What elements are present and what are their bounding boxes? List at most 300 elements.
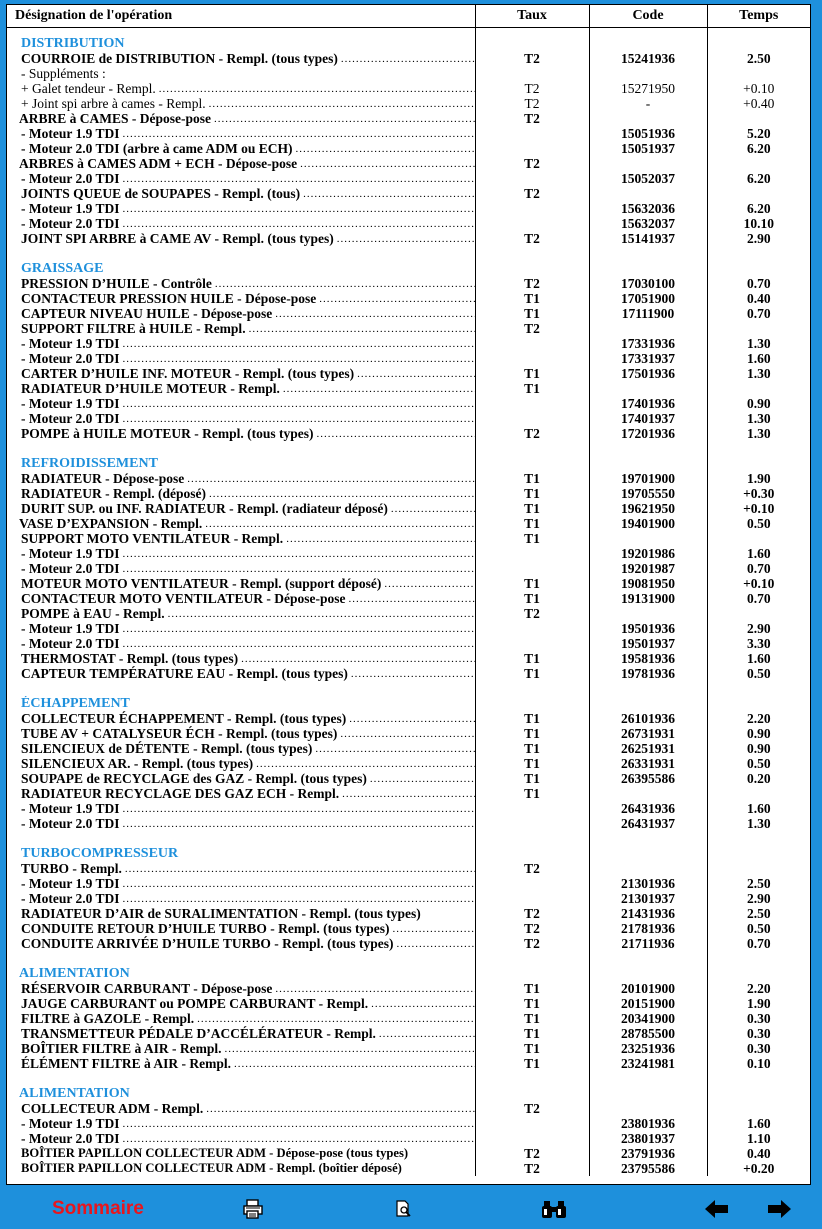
table-row [7, 666, 810, 681]
code-cell: 19701900 [589, 471, 707, 486]
designation-wrap [21, 891, 475, 906]
spacer-cell [589, 441, 707, 456]
designation-cell [7, 1161, 475, 1176]
table-row [7, 1041, 810, 1056]
leader-dots [123, 173, 475, 186]
table-row [7, 66, 810, 81]
code-cell: 19201986 [589, 546, 707, 561]
table-row [7, 561, 810, 576]
designation-wrap [21, 996, 475, 1011]
leader-dots [209, 488, 475, 501]
leader-dots [342, 788, 474, 801]
spacer-cell [7, 246, 475, 261]
table-row [7, 81, 810, 96]
taux-cell: T2 [475, 81, 589, 96]
designation-text: - Moteur 2.0 TDI [21, 1131, 120, 1146]
temps-cell [707, 66, 810, 81]
designation-wrap [21, 1131, 475, 1146]
taux-cell [475, 336, 589, 351]
taux-cell: T2 [475, 51, 589, 66]
spacer-cell [707, 681, 810, 696]
designation-text: - Moteur 1.9 TDI [21, 876, 120, 891]
taux-cell: T1 [475, 366, 589, 381]
leader-dots [275, 983, 474, 996]
code-cell: 19705550 [589, 486, 707, 501]
designation-wrap [21, 396, 475, 411]
leader-dots [187, 473, 474, 486]
code-cell [589, 36, 707, 51]
code-cell: 23251936 [589, 1041, 707, 1056]
spacer-cell [475, 831, 589, 846]
designation-text: RADIATEUR D’AIR de SURALIMENTATION - Rempl. (tous types) [21, 906, 421, 921]
temps-cell [707, 321, 810, 336]
code-cell: 20151900 [589, 996, 707, 1011]
temps-cell: 0.50 [707, 516, 810, 531]
taux-cell [475, 891, 589, 906]
temps-cell: 0.50 [707, 756, 810, 771]
designation-cell [7, 471, 475, 486]
designation-cell [7, 381, 475, 396]
table-row [7, 801, 810, 816]
taux-cell: T2 [475, 861, 589, 876]
designation-wrap [21, 726, 475, 741]
designation-wrap [21, 786, 475, 801]
taux-cell [475, 126, 589, 141]
designation-text: JAUGE CARBURANT ou POMPE CARBURANT - Rempl. [21, 996, 369, 1011]
leader-dots [123, 353, 475, 366]
temps-cell: 0.10 [707, 1056, 810, 1071]
designation-cell [7, 1026, 475, 1041]
temps-cell: 0.50 [707, 666, 810, 681]
section-title: ALIMENTATION [7, 966, 475, 981]
code-cell: 17501936 [589, 366, 707, 381]
spacer-cell [7, 681, 475, 696]
designation-cell [7, 126, 475, 141]
temps-cell: 10.10 [707, 216, 810, 231]
designation-cell [7, 756, 475, 771]
table-header-row [7, 5, 810, 28]
code-cell: 15051936 [589, 126, 707, 141]
designation-cell [7, 351, 475, 366]
leader-dots [384, 578, 474, 591]
taux-cell: T2 [475, 96, 589, 111]
leader-dots [123, 398, 475, 411]
designation-cell [7, 426, 475, 441]
temps-cell: +0.10 [707, 576, 810, 591]
designation-wrap [21, 486, 475, 501]
temps-cell: 2.20 [707, 711, 810, 726]
designation-wrap [21, 81, 475, 96]
designation-wrap [21, 1161, 475, 1176]
code-cell: 17331937 [589, 351, 707, 366]
temps-cell: 0.70 [707, 591, 810, 606]
spacer-cell [589, 681, 707, 696]
temps-cell: 2.50 [707, 51, 810, 66]
code-cell: 21301937 [589, 891, 707, 906]
designation-cell [7, 66, 475, 81]
taux-cell [475, 696, 589, 711]
designation-text: ARBRE à CAMES - Dépose-pose [19, 111, 211, 126]
code-cell: 17201936 [589, 426, 707, 441]
leader-dots [337, 233, 475, 246]
designation-cell [7, 411, 475, 426]
taux-cell [475, 561, 589, 576]
designation-wrap [21, 291, 475, 306]
taux-cell: T1 [475, 501, 589, 516]
taux-cell: T1 [475, 471, 589, 486]
table-row [7, 396, 810, 411]
leader-dots [123, 563, 475, 576]
taux-cell: T2 [475, 606, 589, 621]
section-heading-row [7, 696, 810, 711]
temps-cell: 0.90 [707, 396, 810, 411]
designation-text: SILENCIEUX de DÉTENTE - Rempl. (tous types) [21, 741, 313, 756]
code-cell: 17111900 [589, 306, 707, 321]
code-cell: 19081950 [589, 576, 707, 591]
spacer-cell [7, 441, 475, 456]
section-heading-row [7, 456, 810, 471]
taux-cell: T2 [475, 1161, 589, 1176]
binoculars-icon[interactable] [540, 1197, 568, 1221]
designation-wrap [21, 66, 475, 81]
temps-cell: 6.20 [707, 141, 810, 156]
table-row [7, 486, 810, 501]
leader-dots [159, 83, 475, 96]
taux-cell: T2 [475, 1101, 589, 1116]
spacer-cell [707, 1071, 810, 1086]
code-cell: 17051900 [589, 291, 707, 306]
leader-dots [319, 293, 474, 306]
spacer-cell [707, 246, 810, 261]
designation-text: CAPTEUR NIVEAU HUILE - Dépose-pose [21, 306, 273, 321]
code-cell: 21301936 [589, 876, 707, 891]
taux-cell: T1 [475, 576, 589, 591]
leader-dots [214, 113, 475, 126]
taux-cell [475, 201, 589, 216]
taux-cell: T1 [475, 996, 589, 1011]
taux-cell [475, 1086, 589, 1101]
table-row [7, 111, 810, 126]
table-row [7, 981, 810, 996]
code-cell [589, 861, 707, 876]
designation-text: BOÎTIER PAPILLON COLLECTEUR ADM - Rempl. (boîtier déposé) [21, 1161, 402, 1175]
temps-cell: 1.30 [707, 411, 810, 426]
designation-wrap [21, 981, 475, 996]
designation-wrap [21, 741, 475, 756]
designation-text: BOÎTIER PAPILLON COLLECTEUR ADM - Dépose-pose (tous types) [21, 1146, 409, 1160]
taux-cell: T1 [475, 531, 589, 546]
designation-wrap [21, 351, 475, 366]
designation-text: RÉSERVOIR CARBURANT - Dépose-pose [21, 981, 273, 996]
section-heading-row [7, 261, 810, 276]
header-temps: Temps [707, 5, 810, 28]
table-row [7, 636, 810, 651]
designation-text: COLLECTEUR ÉCHAPPEMENT - Rempl. (tous types) [21, 711, 347, 726]
designation-wrap [21, 321, 475, 336]
taux-cell: T2 [475, 186, 589, 201]
designation-cell [7, 486, 475, 501]
taux-cell [475, 1131, 589, 1146]
code-cell: 19501936 [589, 621, 707, 636]
code-cell: 26731931 [589, 726, 707, 741]
page-search-icon[interactable] [392, 1197, 416, 1221]
taux-cell: T2 [475, 276, 589, 291]
table-row [7, 726, 810, 741]
table-row [7, 591, 810, 606]
arrow-left-icon[interactable] [704, 1197, 730, 1221]
leader-dots [315, 743, 474, 756]
designation-wrap [21, 1011, 475, 1026]
designation-wrap [21, 186, 475, 201]
table-row [7, 891, 810, 906]
designation-cell [7, 171, 475, 186]
leader-dots [275, 308, 474, 321]
leader-dots [393, 923, 475, 936]
designation-cell [7, 216, 475, 231]
leader-dots [125, 863, 475, 876]
temps-cell: 0.70 [707, 306, 810, 321]
spacer-cell [475, 441, 589, 456]
spacer-cell [7, 831, 475, 846]
designation-text: RADIATEUR RECYCLAGE DES GAZ ECH - Rempl. [21, 786, 340, 801]
taux-cell: T1 [475, 591, 589, 606]
designation-cell [7, 861, 475, 876]
temps-cell [707, 186, 810, 201]
code-cell: 23791936 [589, 1146, 707, 1161]
temps-cell: +0.20 [707, 1161, 810, 1176]
table-row [7, 816, 810, 831]
code-cell: 19621950 [589, 501, 707, 516]
designation-cell [7, 531, 475, 546]
spacer-cell [475, 246, 589, 261]
leader-dots [349, 593, 475, 606]
designation-text: CONTACTEUR PRESSION HUILE - Dépose-pose [21, 291, 317, 306]
temps-cell: 0.20 [707, 771, 810, 786]
code-cell [589, 381, 707, 396]
spacer-cell [475, 951, 589, 966]
table-row [7, 51, 810, 66]
leader-dots [371, 998, 474, 1011]
spacer-row [7, 441, 810, 456]
designation-wrap [21, 336, 475, 351]
temps-cell: 1.30 [707, 336, 810, 351]
designation-cell [7, 336, 475, 351]
taux-cell [475, 216, 589, 231]
code-cell: 21431936 [589, 906, 707, 921]
designation-text: SOUPAPE de RECYCLAGE des GAZ - Rempl. (tous types) [21, 771, 367, 786]
temps-cell: 1.90 [707, 471, 810, 486]
leader-dots [123, 338, 475, 351]
designation-cell [7, 921, 475, 936]
temps-cell: 2.90 [707, 621, 810, 636]
table-row [7, 906, 810, 921]
designation-text: - Moteur 1.9 TDI [21, 546, 120, 561]
sommaire-button[interactable]: Sommaire [52, 1198, 144, 1219]
code-cell: 17030100 [589, 276, 707, 291]
designation-cell [7, 606, 475, 621]
temps-cell [707, 381, 810, 396]
taux-cell [475, 66, 589, 81]
temps-cell [707, 111, 810, 126]
designation-text: MOTEUR MOTO VENTILATEUR - Rempl. (support déposé) [21, 576, 382, 591]
code-cell: 19131900 [589, 591, 707, 606]
designation-text: CONDUITE ARRIVÉE D’HUILE TURBO - Rempl. (tous types) [21, 936, 394, 951]
code-cell: 15632036 [589, 201, 707, 216]
designation-cell [7, 81, 475, 96]
leader-dots [397, 938, 475, 951]
spacer-cell [589, 951, 707, 966]
code-cell: 15632037 [589, 216, 707, 231]
table-row [7, 381, 810, 396]
leader-dots [241, 653, 474, 666]
taux-cell: T1 [475, 666, 589, 681]
designation-text: - Moteur 1.9 TDI [21, 126, 120, 141]
header-code: Code [589, 5, 707, 28]
designation-wrap [21, 276, 475, 291]
designation-cell [7, 1116, 475, 1131]
code-cell: 15141937 [589, 231, 707, 246]
taux-cell: T1 [475, 306, 589, 321]
code-cell: 28785500 [589, 1026, 707, 1041]
spacer-row [7, 681, 810, 696]
designation-cell [7, 231, 475, 246]
temps-cell: 1.60 [707, 351, 810, 366]
code-cell: 15051937 [589, 141, 707, 156]
designation-text: JOINT SPI ARBRE à CAME AV - Rempl. (tous types) [21, 231, 334, 246]
code-cell: 19501937 [589, 636, 707, 651]
code-cell: 15271950 [589, 81, 707, 96]
code-cell: 19401900 [589, 516, 707, 531]
designation-cell [7, 816, 475, 831]
taux-cell: T1 [475, 981, 589, 996]
code-cell: 23801936 [589, 1116, 707, 1131]
designation-cell [7, 801, 475, 816]
table-row [7, 606, 810, 621]
designation-text: RADIATEUR - Rempl. (déposé) [21, 486, 206, 501]
taux-cell: T2 [475, 936, 589, 951]
leader-dots [249, 323, 475, 336]
spacer-cell [589, 831, 707, 846]
designation-text: VASE D’EXPANSION - Rempl. [19, 516, 203, 531]
table-row [7, 786, 810, 801]
designation-text: COURROIE de DISTRIBUTION - Rempl. (tous types) [21, 51, 338, 66]
table-row [7, 576, 810, 591]
designation-wrap [21, 666, 475, 681]
taux-cell: T2 [475, 426, 589, 441]
designation-cell [7, 936, 475, 951]
designation-text: - Moteur 1.9 TDI [21, 201, 120, 216]
spacer-row [7, 1071, 810, 1086]
taux-cell: T2 [475, 921, 589, 936]
code-cell: 26251931 [589, 741, 707, 756]
designation-wrap [21, 141, 475, 156]
designation-text: - Moteur 1.9 TDI [21, 336, 120, 351]
designation-wrap [21, 756, 475, 771]
code-cell [589, 966, 707, 981]
taux-cell: T1 [475, 516, 589, 531]
taux-cell [475, 966, 589, 981]
temps-cell [707, 786, 810, 801]
arrow-right-icon[interactable] [766, 1197, 792, 1221]
code-cell [589, 66, 707, 81]
designation-cell [7, 201, 475, 216]
designation-cell [7, 621, 475, 636]
designation-cell [7, 561, 475, 576]
table-row [7, 291, 810, 306]
temps-cell: 0.90 [707, 726, 810, 741]
printer-icon[interactable] [240, 1197, 266, 1221]
code-cell: 26395586 [589, 771, 707, 786]
operations-sheet [6, 4, 811, 1185]
designation-wrap [21, 1101, 475, 1116]
taux-cell [475, 171, 589, 186]
leader-dots [283, 383, 475, 396]
temps-cell [707, 261, 810, 276]
designation-wrap [21, 606, 475, 621]
temps-cell [707, 1086, 810, 1101]
designation-text: JOINTS QUEUE de SOUPAPES - Rempl. (tous) [21, 186, 301, 201]
designation-wrap [21, 816, 475, 831]
leader-dots [206, 1103, 474, 1116]
taux-cell: T1 [475, 771, 589, 786]
spacer-cell [475, 1071, 589, 1086]
section-title: REFROIDISSEMENT [7, 456, 475, 471]
designation-wrap [21, 126, 475, 141]
designation-wrap [21, 531, 475, 546]
temps-cell: +0.30 [707, 486, 810, 501]
taux-cell [475, 816, 589, 831]
designation-cell [7, 156, 475, 171]
code-cell: 15241936 [589, 51, 707, 66]
designation-wrap [21, 1056, 475, 1071]
designation-text: SUPPORT MOTO VENTILATEUR - Rempl. [21, 531, 284, 546]
designation-cell [7, 1041, 475, 1056]
designation-wrap [21, 1116, 475, 1131]
designation-text: RADIATEUR - Dépose-pose [21, 471, 185, 486]
table-row [7, 471, 810, 486]
code-cell [589, 1086, 707, 1101]
table-row [7, 936, 810, 951]
table-row [7, 1146, 810, 1161]
code-cell: 17331936 [589, 336, 707, 351]
spacer-row [7, 831, 810, 846]
table-row [7, 876, 810, 891]
designation-cell [7, 666, 475, 681]
table-row [7, 1161, 810, 1176]
table-row [7, 711, 810, 726]
code-cell: 26431937 [589, 816, 707, 831]
taux-cell [475, 261, 589, 276]
temps-cell: 1.60 [707, 801, 810, 816]
temps-cell [707, 966, 810, 981]
header-taux: Taux [475, 5, 589, 28]
leader-dots [215, 278, 475, 291]
designation-text: CONDUITE RETOUR D’HUILE TURBO - Rempl. (tous types) [21, 921, 390, 936]
temps-cell: 0.40 [707, 291, 810, 306]
leader-dots [300, 158, 474, 171]
taux-cell: T1 [475, 1041, 589, 1056]
code-cell: 19581936 [589, 651, 707, 666]
leader-dots [205, 518, 474, 531]
designation-cell [7, 741, 475, 756]
code-cell [589, 606, 707, 621]
spacer-cell [589, 28, 707, 37]
table-row [7, 126, 810, 141]
designation-cell [7, 366, 475, 381]
designation-text: BOÎTIER FILTRE à AIR - Rempl. [21, 1041, 222, 1056]
designation-text: - Moteur 2.0 TDI [21, 891, 120, 906]
temps-cell [707, 696, 810, 711]
